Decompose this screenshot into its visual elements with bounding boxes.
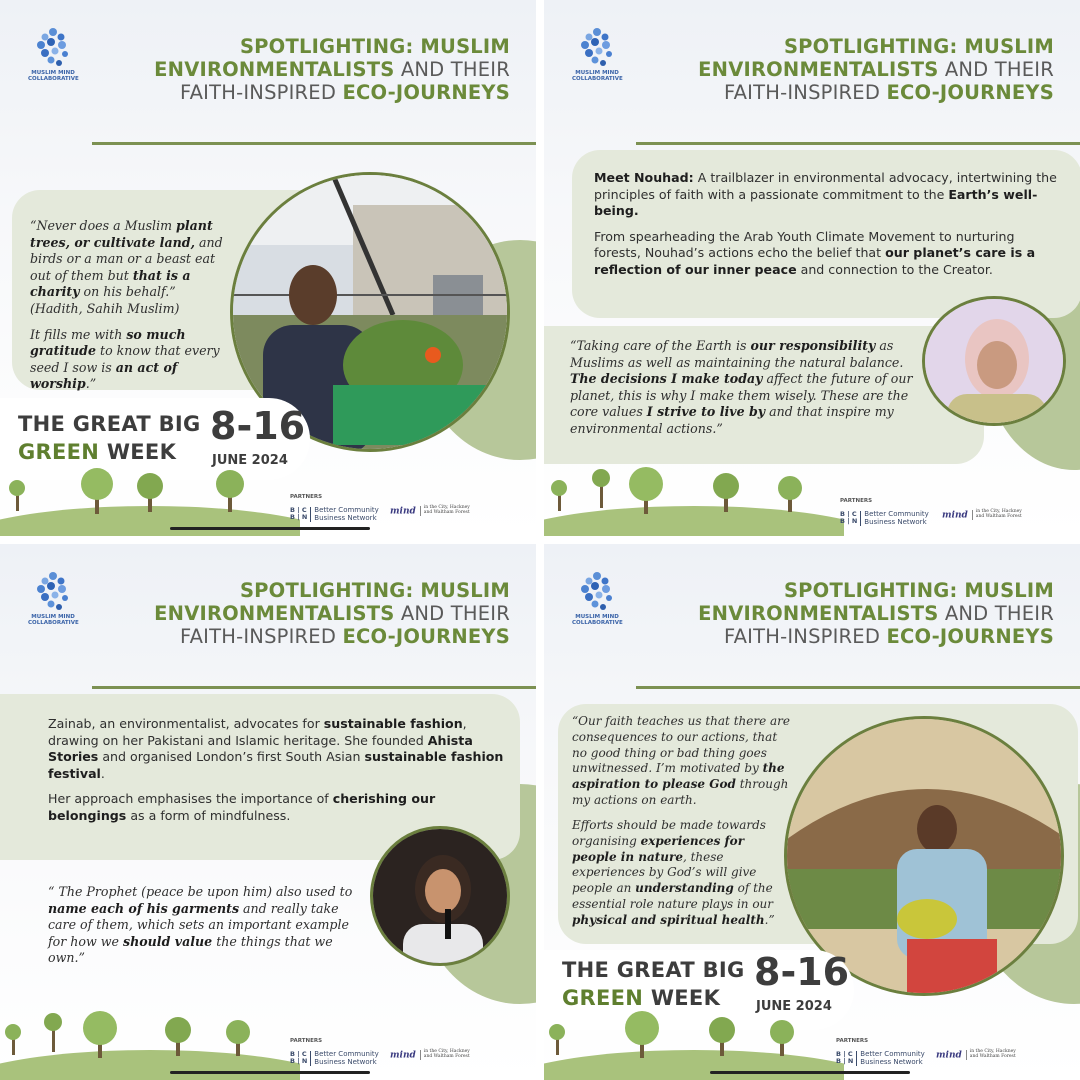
- panel-1: [0, 0, 536, 536]
- quote-text: “Taking care of the Earth is our responsibility as Muslims as well as maintaining the natural balance. The decisions I make today affect the future of our planet, this is why I make them wisely. These are the core values I strive to live by and that inspire my environmental actions.”: [570, 338, 913, 437]
- quote-text: “Never does a Muslim plant trees, or cultivate land, and birds or a man or a beast eat out of them but that is a charity on his behalf.” (Hadith, Sahih Muslim) It fills me with so much gratitude to know that every seed I sow is an act of worship.”: [30, 218, 223, 392]
- bcbn-logo: B | C B | NBetter Community Business Network: [290, 505, 379, 523]
- bio-text: Zainab, an environmentalist, advocates for sustainable fashion, drawing on her Pakistani and Islamic heritage. She founded Ahista Stories and organised London’s first South Asian sustainable fashion festival. Her approach emphasises the importance of cherishing our belongings as a form of mindfulness.: [48, 716, 504, 824]
- progress-bar: [170, 1071, 370, 1074]
- head-dots-icon: [33, 570, 73, 614]
- event-name-line1: THE GREAT BIG: [18, 412, 201, 436]
- event-month: JUNE 2024: [212, 453, 288, 468]
- bcbn-logo: B | C B | NBetter Community Business Network: [290, 1049, 379, 1067]
- head-dots-icon: [577, 570, 617, 614]
- logo-text: MUSLIM MIND COLLABORATIVE: [572, 70, 623, 83]
- progress-bar: [710, 1071, 910, 1074]
- mind-logo: mind in the City, Hackney and Waltham Forest: [942, 509, 1022, 521]
- event-name-line2: GREEN WEEK: [562, 986, 721, 1010]
- partners-label: PARTNERS: [836, 1038, 869, 1044]
- logo-text: MUSLIM MIND COLLABORATIVE: [28, 70, 79, 83]
- muslim-mind-logo: [28, 570, 78, 627]
- panel-2: [544, 0, 1080, 536]
- trees-icon: [544, 466, 844, 536]
- mind-logo: mind in the City, Hackney and Waltham Forest: [936, 1049, 1016, 1061]
- logo-text: MUSLIM MIND COLLABORATIVE: [28, 614, 79, 627]
- speaker-person-image: [373, 829, 510, 966]
- hijab-person-image: [925, 299, 1066, 426]
- panel-3: [0, 544, 536, 1080]
- trees-icon: [544, 1010, 844, 1080]
- event-dates: 8-16: [754, 950, 850, 994]
- profile-photo: [370, 826, 510, 966]
- head-dots-icon: [33, 26, 73, 70]
- divider: [92, 142, 536, 145]
- partners-label: PARTNERS: [290, 1038, 323, 1044]
- headline: SPOTLIGHTING: MUSLIM ENVIRONMENTALISTS AND THEIR FAITH-INSPIRED ECO-JOURNEYS: [154, 579, 510, 648]
- muslim-mind-logo: [572, 570, 622, 627]
- divider: [636, 686, 1080, 689]
- event-month: JUNE 2024: [756, 999, 832, 1014]
- muslim-mind-logo: [28, 26, 78, 83]
- trees-icon: [0, 1010, 300, 1080]
- quote-text: “ The Prophet (peace be upon him) also used to name each of his garments and really take care of them, which sets an important example for how we should value the things that we own.”: [48, 884, 353, 966]
- event-name-line1: THE GREAT BIG: [562, 958, 745, 982]
- headline: SPOTLIGHTING: MUSLIM ENVIRONMENTALISTS AND THEIR FAITH-INSPIRED ECO-JOURNEYS: [698, 579, 1054, 648]
- headline: SPOTLIGHTING: MUSLIM ENVIRONMENTALISTS AND THEIR FAITH-INSPIRED ECO-JOURNEYS: [698, 35, 1054, 104]
- logo-text: MUSLIM MIND COLLABORATIVE: [572, 614, 623, 627]
- event-name-line2: GREEN WEEK: [18, 440, 177, 464]
- bio-text: Meet Nouhad: A trailblazer in environmental advocacy, intertwining the principles of faith with a passionate commitment to the Earth’s well-being. From spearheading the Arab Youth Climate Movement to nurturing forests, Nouhad’s actions echo the belief that our planet’s care is a reflection of our inner peace and connection to the Creator.: [594, 170, 1057, 278]
- quote-text: “Our faith teaches us that there are consequences to our actions, that no good thing or bad thing goes unwitnessed. I’m motivated by the aspiration to please God through my actions on earth. Efforts should be made towards organising experiences for people in nature, these experiences by God’s will give people an understanding of the essential role nature plays in our physical and spiritual health.”: [572, 714, 790, 927]
- event-dates: 8-16: [210, 404, 306, 448]
- bcbn-logo: B | C B | NBetter Community Business Network: [836, 1049, 925, 1067]
- headline: SPOTLIGHTING: MUSLIM ENVIRONMENTALISTS AND THEIR FAITH-INSPIRED ECO-JOURNEYS: [154, 35, 510, 104]
- mind-logo: mind in the City, Hackney and Waltham Forest: [390, 505, 470, 517]
- divider: [636, 142, 1080, 145]
- muslim-mind-logo: [572, 26, 622, 83]
- panel-4: [544, 544, 1080, 1080]
- profile-photo: [922, 296, 1066, 426]
- partners-label: PARTNERS: [290, 494, 323, 500]
- trees-icon: [0, 466, 300, 536]
- mind-logo: mind in the City, Hackney and Waltham Forest: [390, 1049, 470, 1061]
- partners-label: PARTNERS: [840, 498, 873, 504]
- progress-bar: [170, 527, 370, 530]
- divider: [92, 686, 536, 689]
- bcbn-logo: B | C B | NBetter Community Business Network: [840, 509, 929, 527]
- head-dots-icon: [577, 26, 617, 70]
